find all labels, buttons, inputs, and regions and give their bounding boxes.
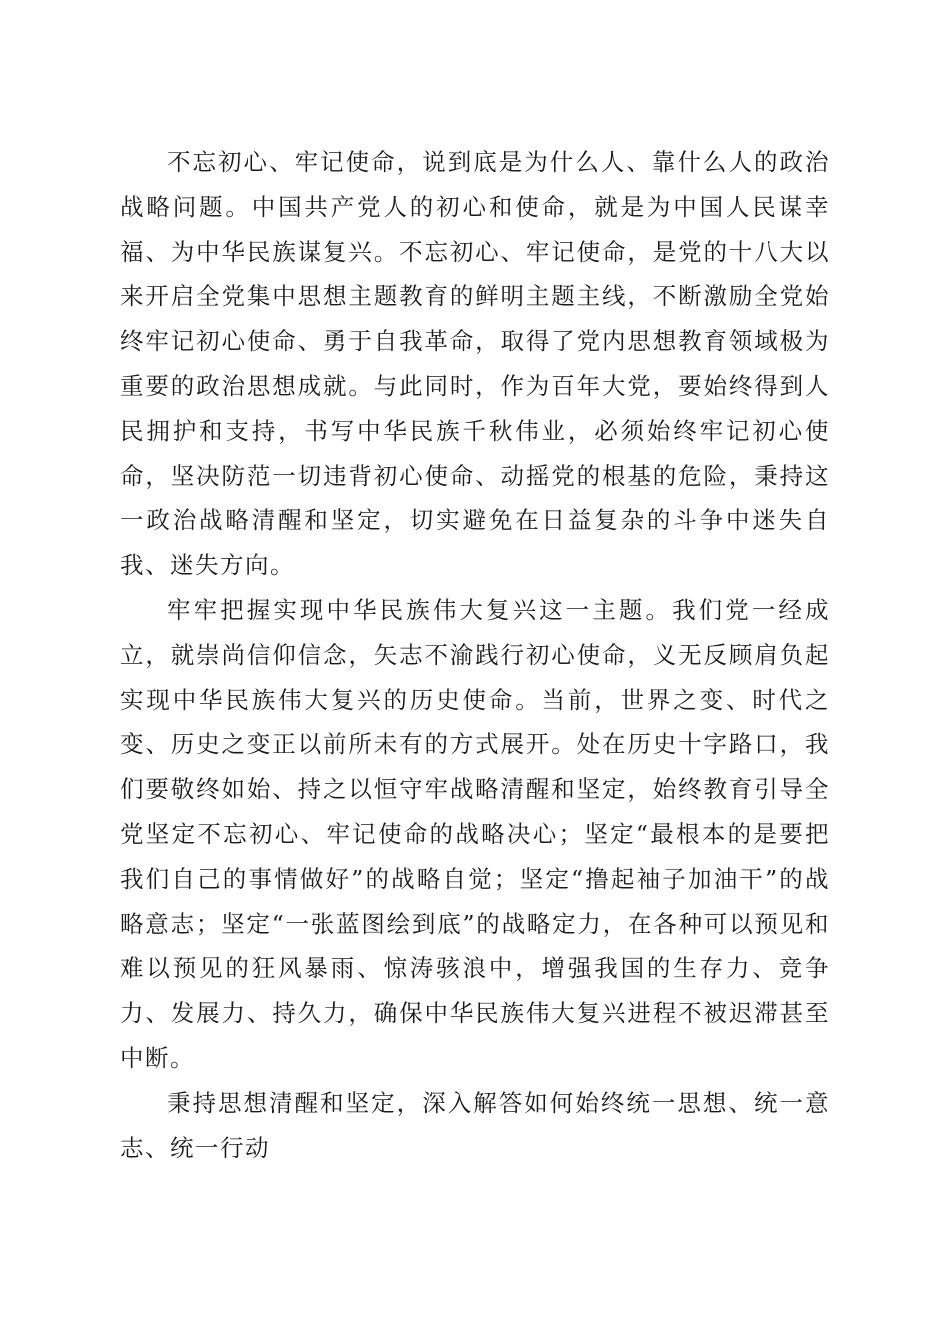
- paragraph-3: 秉持思想清醒和坚定，深入解答如何始终统一思想、统一意志、统一行动: [120, 1088, 830, 1162]
- document-body: [120, 140, 830, 1170]
- paragraph-2: 牢牢把握实现中华民族伟大复兴这一主题。我们党一经成立，就崇尚信仰信念，矢志不渝践行初心使命，义无反顾肩负起实现中华民族伟大复兴的历史使命。当前，世界之变、时代之变、历史之变正以前所未有的方式展开。处在历史十字路口，我们要敬终如始、持之以恒守牢战略清醒和坚定，始终教育引导全党坚定不忘初心、牢记使命的战略决心；坚定“最根本的是要把我们自己的事情做好”的战略自觉；坚定“撸起袖子加油干”的战略意志；坚定“一张蓝图绘到底”的战略定力，在各种可以预见和难以预见的狂风暴雨、惊涛骇浪中，增强我国的生存力、竞争力、发展力、持久力，确保中华民族伟大复兴进程不被迟滞甚至中断。: [120, 595, 830, 1072]
- paragraph-1: 不忘初心、牢记使命，说到底是为什么人、靠什么人的政治战略问题。中国共产党人的初心和使命，就是为中国人民谋幸福、为中华民族谋复兴。不忘初心、牢记使命，是党的十八大以来开启全党集中思想主题教育的鲜明主题主线，不断激励全党始终牢记初心使命、勇于自我革命，取得了党内思想教育领域极为重要的政治思想成就。与此同时，作为百年大党，要始终得到人民拥护和支持，书写中华民族千秋伟业，必须始终牢记初心使命，坚决防范一切违背初心使命、动摇党的根基的危险，秉持这一政治战略清醒和坚定，切实避免在日益复杂的斗争中迷失自我、迷失方向。: [120, 148, 830, 580]
